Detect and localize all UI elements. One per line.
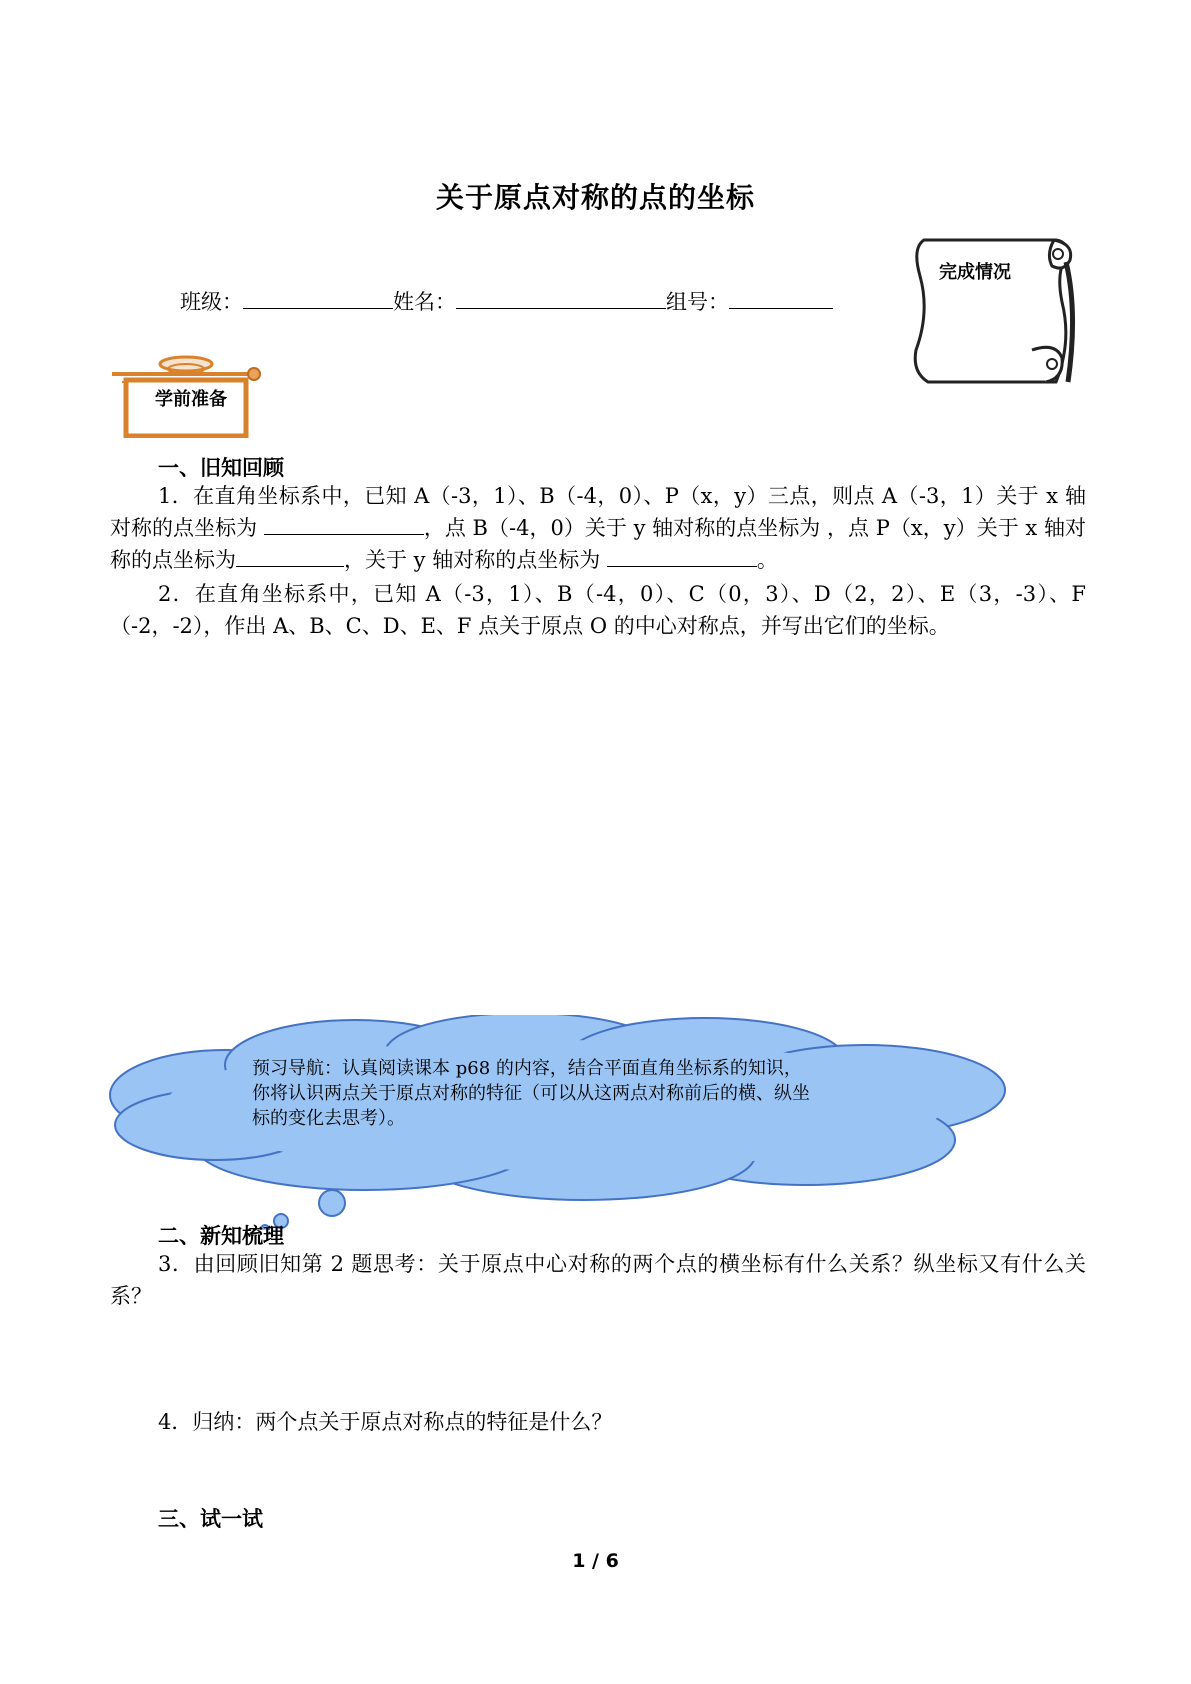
preview-guide-text: 预习导航：认真阅读课本 p68 的内容，结合平面直角坐标系的知识，你将认识两点关于原点对称的特征（可以从这两点对称前后的横、纵坐标的变化去思考）。	[252, 1058, 810, 1129]
student-info-row	[180, 286, 833, 316]
group-blank[interactable]	[729, 288, 833, 309]
answer-blank-4[interactable]	[607, 545, 757, 567]
section1-heading: 一、旧知回顾	[158, 456, 284, 480]
pre-study-label: 学前准备	[155, 389, 227, 410]
class-label: 班级：	[180, 290, 243, 314]
question-1: 1．在直角坐标系中，已知 A（-3，1）、B（-4，0）、P（x，y）三点，则点 A（-3，1）关于 x 轴对称的点坐标为 ，点 B（-4，0）关于 y 轴对称的点坐标为 ，点 P（x，y）关于 x 轴对称的点坐标为 ，关于 y 轴对称的点坐标为 。	[110, 484, 1086, 572]
name-label: 姓名：	[393, 290, 456, 314]
question-3: 3．由回顾旧知第 2 题思考：关于原点中心对称的两个点的横坐标有什么关系？纵坐标又有什么关系？	[110, 1252, 1086, 1308]
scroll-icon	[906, 232, 1076, 392]
name-blank[interactable]	[456, 288, 666, 309]
question-2: 2．在直角坐标系中，已知 A（-3，1）、B（-4，0）、C（0，3）、D（2，2）、E（3，-3）、F（-2，-2），作出 A、B、C、D、E、F 点关于原点 O 的中心对称点，并写出它们的坐标。	[110, 582, 1086, 638]
section2-heading: 二、新知梳理	[158, 1224, 284, 1248]
group-label: 组号：	[666, 290, 729, 314]
page-title: 关于原点对称的点的坐标	[435, 181, 755, 214]
section3-heading: 三、试一试	[158, 1507, 263, 1531]
class-blank[interactable]	[243, 288, 393, 309]
question-4: 4．归纳：两个点关于原点对称点的特征是什么？	[158, 1410, 613, 1434]
answer-blank-1[interactable]	[264, 513, 424, 535]
answer-blank-3[interactable]	[236, 545, 344, 567]
page-number: 1 / 6	[572, 1550, 619, 1572]
completion-label: 完成情况	[939, 262, 1011, 283]
